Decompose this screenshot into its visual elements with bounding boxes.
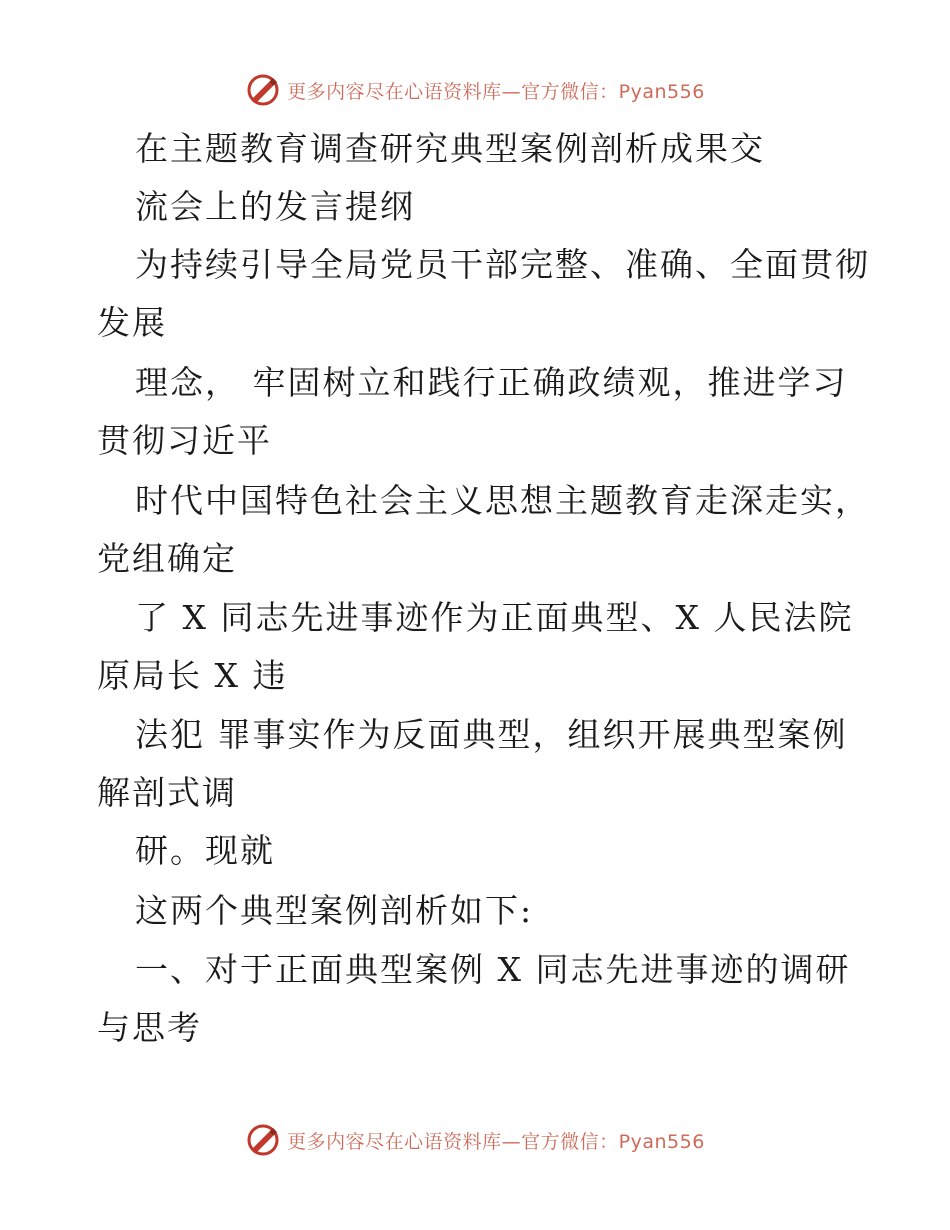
paragraph-line: 理念， 牢固树立和践行正确政绩观，推进学习 xyxy=(135,363,848,402)
pen-circle-logo-icon xyxy=(245,1122,281,1158)
paragraph-line: 为持续引导全局党员干部完整、准确、全面贯彻 xyxy=(135,245,870,284)
banner-text: 更多内容尽在心语资料库—官方微信：Pyan556 xyxy=(287,1130,705,1153)
title-line-1: 在主题教育调查研究典型案例剖析成果交 xyxy=(135,129,765,168)
paragraph-line: 贯彻习近平 xyxy=(97,421,272,460)
paragraph-line: 法犯 罪事实作为反面典型，组织开展典型案例 xyxy=(135,715,848,754)
paragraph-line: 了 X 同志先进事迹作为正面典型、X 人民法院 xyxy=(135,598,854,637)
paragraph-line: 这两个典型案例剖析如下: xyxy=(135,891,534,930)
paragraph-line: 解剖式调 xyxy=(97,773,237,812)
paragraph-line: 时代中国特色社会主义思想主题教育走深走实， xyxy=(135,481,870,520)
header-banner xyxy=(0,70,950,110)
section-heading-line: 一、对于正面典型案例 X 同志先进事迹的调研 xyxy=(135,950,851,989)
paragraph-line: 党组确定 xyxy=(97,539,237,578)
paragraph-line: 研。现就 xyxy=(135,831,275,870)
paragraph-line: 发展 xyxy=(97,303,167,342)
section-heading-line: 与思考 xyxy=(97,1008,202,1047)
banner-text: 更多内容尽在心语资料库—官方微信：Pyan556 xyxy=(287,80,705,103)
pen-circle-logo-icon xyxy=(245,72,281,108)
paragraph-line: 原局长 X 违 xyxy=(97,656,288,695)
title-line-2: 流会上的发言提纲 xyxy=(135,187,415,226)
footer-banner xyxy=(0,1120,950,1160)
